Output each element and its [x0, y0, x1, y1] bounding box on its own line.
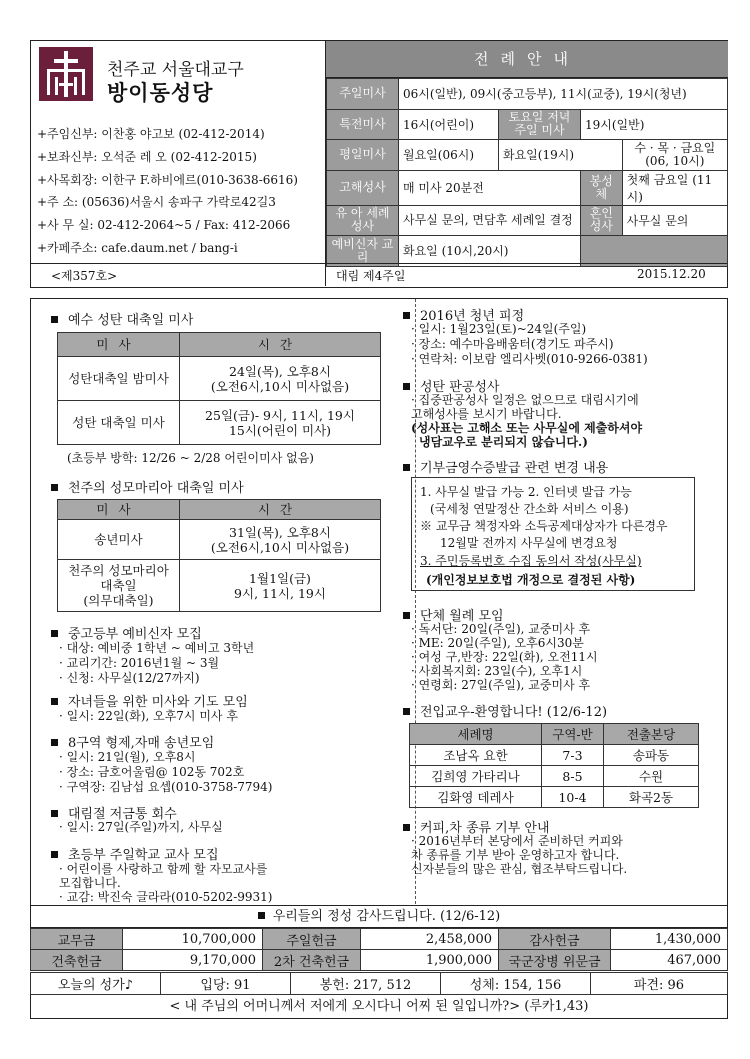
parish-info [31, 41, 325, 286]
receipt-section-title: 기부금영수증발급 관련 변경 내용 [403, 457, 608, 476]
liturgy-title: 전례안내 [326, 41, 728, 78]
special-mass-label: 특전미사 [327, 109, 399, 140]
receipt-line: (개인정보보호법 개정으로 결정된 사항) [426, 573, 636, 587]
offering-title: 우리들의 정성 감사드립니다. (12/6-12) [30, 906, 728, 928]
retreat-line: · 장소: 예수마음배움터(경기도 파주시) [411, 337, 614, 351]
offering-amount: 2,458,000 [361, 929, 499, 950]
bullet-icon [258, 912, 265, 919]
catechumen-blank [581, 236, 728, 267]
meeting-line: · 연령회: 27일(주일), 교중미사 후 [411, 678, 591, 692]
wed-fri-mass: 수 · 목 · 금요일 (06, 10시) [622, 140, 727, 171]
newcomer-parish: 수원 [604, 766, 699, 787]
parish-name: 방이동성당 [107, 80, 214, 105]
youth-line: · 대상: 예비중 1학년 ~ 예비고 3학년 [59, 641, 255, 655]
adoration-label: 봉성체 [581, 170, 623, 205]
coffee-line: 차 종류를 기부 받아 운영하고자 합니다. [411, 848, 620, 862]
newcomers-section-title: 전입교우-환영합니다! (12/6-12) [403, 701, 607, 720]
christmas-section-title: 예수 성탄 대축일 미사 [51, 309, 193, 328]
offering-label: 2차 건축헌금 [263, 950, 361, 971]
meeting-line: · 사회복지회: 23일(수), 오후1시 [411, 664, 583, 678]
christmas-day-note: 15시(어린이 미사) [228, 422, 332, 438]
contact-assistant: +보좌신부: 오석준 레 오 (02-412-2015) [37, 150, 257, 164]
issue-row [31, 263, 727, 286]
infant-baptism-label: 유 아 세례성사 [327, 205, 399, 236]
announcements [30, 298, 728, 906]
year-end-mass-name: 송년미사 [58, 520, 180, 560]
contact-council: +사목회장: 이한구 F.하비에르(010-3638-6616) [37, 173, 298, 187]
parish-logo [39, 47, 93, 101]
newcomer-name: 김화영 데레사 [410, 787, 542, 808]
newcomers-table [409, 723, 699, 808]
infant-baptism-info: 사무실 문의, 면담후 세례일 결정 [399, 205, 581, 236]
marriage-label: 혼인성사 [581, 205, 623, 236]
offering-amount: 1,430,000 [611, 929, 728, 950]
children-line: · 일시: 22일(화), 오후7시 미사 후 [59, 709, 238, 723]
christmas-col-mass: 미사 [58, 333, 180, 357]
newcomer-parish: 화곡2동 [604, 787, 699, 808]
year-end-mass-note: (오전6시,10시 미사없음) [210, 539, 350, 555]
mary-col-time: 시간 [180, 500, 381, 520]
hymn-entrance: 입당: 91 [161, 973, 291, 995]
receipt-line: 3. 주민등록번호 수집 동의서 작성(사무실) [420, 554, 642, 568]
offering-amount: 9,170,000 [123, 950, 263, 971]
hymn-table [30, 972, 728, 995]
offering-amount: 10,700,000 [123, 929, 263, 950]
contact-cafe: +카페주소: cafe.daum.net / bang-i [37, 241, 238, 255]
hymn-offertory: 봉헌: 217, 512 [291, 973, 441, 995]
receipt-line: 12월말 전까지 사무실에 변경요청 [440, 536, 618, 550]
youth-line: · 신청: 사무실(12/27까지) [59, 671, 200, 685]
hymn-dismissal: 파견: 96 [591, 973, 728, 995]
christmas-eve-note: (오전6시,10시 미사없음) [210, 378, 350, 394]
retreat-line: · 연락처: 이보람 엘리사벳(010-9266-0381) [411, 352, 648, 366]
issue-date: 2015.12.20 [637, 267, 706, 281]
offering-label: 국군장병 위문금 [499, 950, 611, 971]
newcomers-col-district: 구역-반 [542, 724, 604, 745]
liturgy-table [326, 78, 728, 267]
offering-amount: 1,900,000 [361, 950, 499, 971]
bulletin-header [30, 40, 728, 288]
penance-notice: (성사표는 고해소 또는 사무실에 제출하셔야 [411, 421, 643, 435]
newcomers-col-parish: 전출본당 [604, 724, 699, 745]
special-mass-time: 16시(어린이) [399, 109, 499, 140]
mary-mass-table [57, 499, 381, 612]
liturgical-sunday: 대림 제4주일 [336, 269, 406, 283]
children-section-title: 자녀들을 위한 미사와 기도 모임 [51, 691, 248, 710]
tuesday-mass: 화요일(19시) [499, 140, 623, 171]
christmas-day-time: 25일(금)- 9시, 11시, 19시 [205, 407, 355, 423]
newcomer-district: 7-3 [542, 745, 604, 766]
newcomer-district: 8-5 [542, 766, 604, 787]
newcomers-col-name: 세례명 [410, 724, 542, 745]
contact-address: +주 소: (05636)서울시 송파구 가락로42길3 [37, 195, 276, 209]
marriage-info: 사무실 문의 [622, 205, 727, 236]
diocese-name: 천주교 서울대교구 [107, 60, 244, 80]
receipt-line: 1. 사무실 발급 가능 2. 인터넷 발급 가능 [420, 485, 632, 499]
retreat-section-title: 2016년 청년 피정 [403, 305, 524, 324]
sunday-mass-label: 주일미사 [327, 79, 399, 110]
district-line: · 장소: 금호어울림@ 102동 702호 [59, 765, 245, 779]
youth-section-title: 중고등부 예비신자 모집 [51, 623, 202, 642]
cross-church-icon [39, 47, 93, 101]
mary-feast-times: 9시, 11시, 19시 [234, 585, 326, 601]
confession-time: 매 미사 20분전 [399, 170, 581, 205]
year-end-mass-time: 31일(목), 오후8시 [229, 524, 331, 540]
retreat-line: · 일시: 1월23일(토)~24일(주일) [411, 322, 587, 336]
catechumen-time: 화요일 (10시,20시) [399, 236, 581, 267]
hymn-label: 오늘의 성가♪ [31, 973, 161, 995]
coffee-line: · 2016년부터 본당에서 준비하던 커피와 [411, 834, 623, 848]
penance-line: 고해성사를 보시기 바랍니다. [411, 407, 562, 421]
offering-label: 교무금 [31, 929, 123, 950]
receipt-line: (국세청 연말정산 간소화 서비스 이용) [430, 502, 629, 516]
adoration-time: 첫째 금요일 (11시) [622, 170, 727, 205]
coffee-section-title: 커피,차 종류 기부 안내 [403, 817, 550, 836]
christmas-mass-table [57, 332, 381, 445]
christmas-eve-name: 성탄대축일 밤미사 [58, 357, 180, 401]
meeting-line: · 여성 구,반장: 22일(화), 오전11시 [411, 650, 598, 664]
teachers-section-title: 초등부 주일학교 교사 모집 [51, 844, 219, 863]
offering-label: 건축헌금 [31, 950, 123, 971]
advent-line: · 일시: 27일(주일)까지, 사무실 [59, 820, 223, 834]
offering-label: 감사헌금 [499, 929, 611, 950]
receipt-box [411, 477, 695, 591]
offering-amount: 467,000 [611, 950, 728, 971]
newcomer-name: 조남옥 요한 [410, 745, 542, 766]
table-row [410, 745, 699, 766]
mary-feast-date: 1월1일(금) [249, 570, 311, 586]
mary-feast-name: 천주의 성모마리아 [68, 563, 169, 578]
teachers-line: · 어린이를 사랑하고 함께 할 자모교사를 [59, 862, 268, 876]
catechumen-label: 예비신자 교 리 [327, 236, 399, 267]
bible-verse: < 내 주님의 어머니께서 저에게 오시다니 어찌 된 일입니까?> (루카1,43) [30, 994, 728, 1019]
newcomer-parish: 송파동 [604, 745, 699, 766]
sunday-mass-times: 06시(일반), 09시(중고등부), 11시(교중), 19시(청년) [399, 79, 728, 110]
teachers-line: 모집합니다. [59, 876, 121, 890]
hymn-communion: 성체: 154, 156 [441, 973, 591, 995]
youth-line: · 교리기간: 2016년1월 ~ 3월 [59, 656, 220, 670]
meeting-line: · 독서단: 20일(주일), 교중미사 후 [411, 622, 591, 636]
issue-number: <제357호> [51, 269, 118, 283]
confession-label: 고해성사 [327, 170, 399, 205]
christmas-col-time: 시간 [180, 333, 381, 357]
district-line: · 일시: 21일(월), 오후8시 [59, 750, 196, 764]
penance-notice-2: 냉담교우로 분리되지 않습니다.) [419, 435, 588, 449]
district-section-title: 8구역 형제,자매 송년모임 [51, 732, 214, 751]
table-row [410, 787, 699, 808]
penance-section-title: 성탄 판공성사 [403, 376, 499, 395]
meeting-line: · ME: 20일(주일), 오후6시30분 [411, 636, 584, 650]
mary-feast-name-2: 대축일 [100, 578, 137, 593]
liturgy-guide [325, 41, 727, 286]
district-line: · 구역장: 김남섭 요셉(010-3758-7794) [59, 780, 273, 794]
christmas-eve-time: 24일(목), 오후8시 [229, 363, 331, 379]
advent-section-title: 대림절 저금통 회수 [51, 803, 177, 822]
monday-mass: 월요일(06시) [399, 140, 499, 171]
teachers-line: · 교감: 박진숙 글라라(010-5202-9931) [59, 890, 273, 904]
offering-table [30, 928, 728, 971]
vacation-note: (초등부 방학: 12/26 ~ 2/28 어린이미사 없음) [67, 451, 314, 465]
newcomer-district: 10-4 [542, 787, 604, 808]
receipt-line: ※ 교무금 책정자와 소득공제대상자가 다른경우 [420, 519, 668, 533]
meetings-section-title: 단체 월례 모임 [403, 605, 504, 624]
saturday-evening-time: 19시(일반) [581, 109, 728, 140]
offering-label: 주일헌금 [263, 929, 361, 950]
weekday-mass-label: 평일미사 [327, 140, 399, 171]
table-row [410, 766, 699, 787]
mary-feast-obligation: (의무대축일) [83, 593, 154, 608]
mary-col-mass: 미사 [58, 500, 180, 520]
mary-section-title: 천주의 성모마리아 대축일 미사 [51, 477, 244, 496]
contact-pastor: +주임신부: 이찬홍 야고보 (02-412-2014) [37, 127, 265, 141]
penance-line: · 집중판공성사 일정은 없으므로 대림시기에 [411, 393, 639, 407]
contact-office: +사 무 실: 02-412-2064~5 / Fax: 412-2066 [37, 218, 291, 232]
newcomer-name: 김희영 가타리나 [410, 766, 542, 787]
christmas-day-name: 성탄 대축일 미사 [58, 401, 180, 445]
saturday-evening-label: 토요일 저녁 주일 미사 [499, 109, 581, 140]
coffee-line: 신자분들의 많은 관심, 협조부탁드립니다. [411, 862, 628, 876]
